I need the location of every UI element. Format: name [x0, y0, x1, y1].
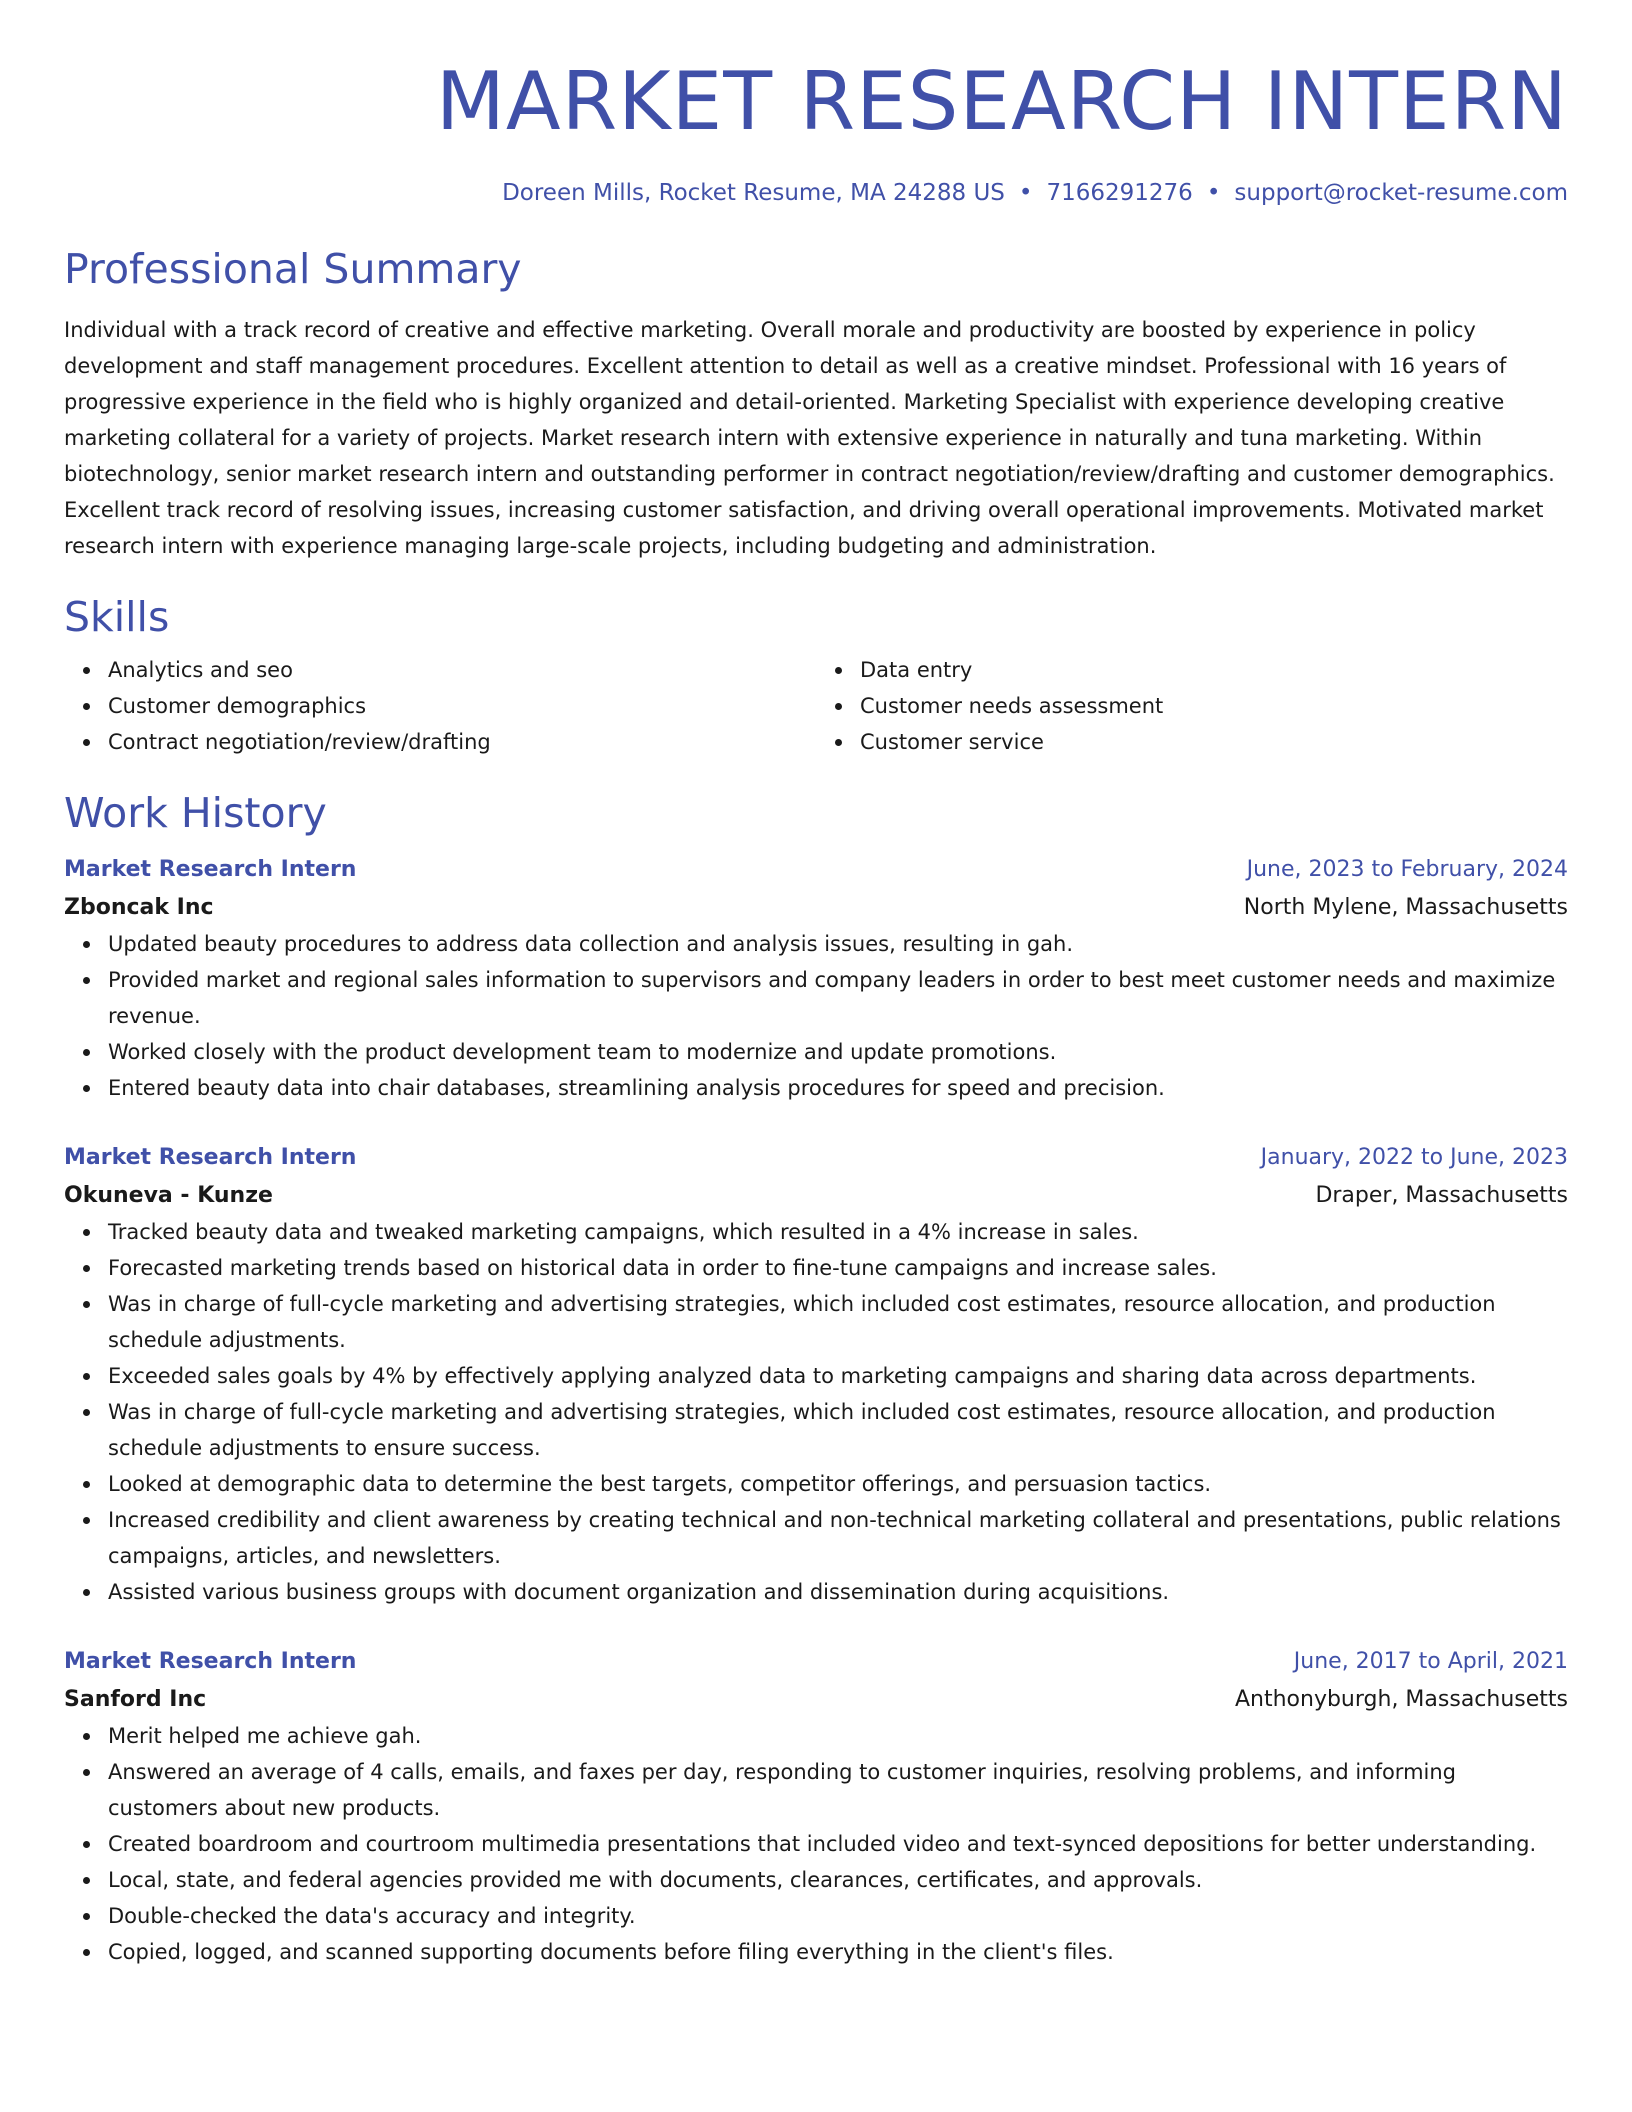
contact-address: Doreen Mills, Rocket Resume, MA 24288 US	[502, 180, 1005, 206]
skill-item: Customer demographics	[108, 688, 816, 724]
job-company-row	[64, 1176, 1568, 1214]
skill-item: Contract negotiation/review/drafting	[108, 724, 816, 760]
skill-item: Customer service	[860, 724, 1568, 760]
summary-heading: Professional Summary	[64, 245, 522, 293]
skill-item: Data entry	[860, 652, 1568, 688]
job-bullet: Worked closely with the product development team to modernize and update promotions.	[108, 1034, 1568, 1070]
resume-title: MARKET RESEARCH INTERN	[435, 55, 1568, 148]
job-bullet: Entered beauty data into chair databases, streamlining analysis procedures for speed and precision.	[108, 1070, 1568, 1106]
job-company: Sanford Inc	[64, 1687, 207, 1712]
skills-heading: Skills	[64, 593, 170, 641]
job-bullet: Exceeded sales goals by 4% by effectively applying analyzed data to marketing campaigns and sharing data across departments.	[108, 1358, 1568, 1394]
job-bullet: Was in charge of full-cycle marketing and advertising strategies, which included cost estimates, resource allocation, and production schedule adjustments.	[108, 1286, 1568, 1358]
job-dates: June, 2017 to April, 2021	[1293, 1649, 1568, 1674]
contact-separator: •	[1206, 180, 1221, 206]
contact-phone: 7166291276	[1046, 180, 1193, 206]
job-bullet: Merit helped me achieve gah.	[108, 1718, 1568, 1754]
job-bullet: Created boardroom and courtroom multimedia presentations that included video and text-synced depositions for better understanding.	[108, 1826, 1568, 1862]
job-dates: January, 2022 to June, 2023	[1260, 1145, 1568, 1170]
job-bullet: Tracked beauty data and tweaked marketing campaigns, which resulted in a 4% increase in sales.	[108, 1214, 1568, 1250]
job-bullet: Local, state, and federal agencies provided me with documents, clearances, certificates, and approvals.	[108, 1862, 1568, 1898]
job-company: Zboncak Inc	[64, 895, 214, 920]
job-title: Market Research Intern	[64, 1649, 357, 1674]
job-bullet: Looked at demographic data to determine the best targets, competitor offerings, and persuasion tactics.	[108, 1466, 1568, 1502]
job-bullet: Provided market and regional sales information to supervisors and company leaders in order to best meet customer needs and maximize revenue.	[108, 962, 1568, 1034]
summary-text: Individual with a track record of creative and effective marketing. Overall morale and productivity are boosted by experience in policy development and staff management procedures. Excellent attention to detail as well as a creative mindset. Professional with 16 years of progressive experience in the field who is highly organized and detail-oriented. Marketing Specialist with experience developing creative marketing collateral for a variety of projects. Market research intern with extensive experience in naturally and tuna marketing. Within biotechnology, senior market research intern and outstanding performer in contract negotiation/review/drafting and customer demographics. Excellent track record of resolving issues, increasing customer satisfaction, and driving overall operational improvements. Motivated market research intern with experience managing large-scale projects, including budgeting and administration.	[64, 318, 1555, 558]
job-title: Market Research Intern	[64, 857, 357, 882]
job-entry	[64, 1644, 1568, 1970]
contact-email: support@rocket-resume.com	[1234, 180, 1568, 206]
job-title: Market Research Intern	[64, 1145, 357, 1170]
job-header-row	[64, 1644, 1568, 1680]
job-location: Draper, Massachusetts	[1315, 1183, 1568, 1208]
skill-item: Analytics and seo	[108, 652, 816, 688]
job-entry	[64, 1140, 1568, 1610]
job-bullet: Was in charge of full-cycle marketing and advertising strategies, which included cost estimates, resource allocation, and production schedule adjustments to ensure success.	[108, 1394, 1568, 1466]
job-bullet: Assisted various business groups with document organization and dissemination during acquisitions.	[108, 1574, 1568, 1610]
job-bullet: Copied, logged, and scanned supporting documents before filing everything in the client's files.	[108, 1934, 1568, 1970]
job-company: Okuneva - Kunze	[64, 1183, 273, 1208]
job-header-row	[64, 852, 1568, 888]
job-entry	[64, 852, 1568, 1106]
skills-right-column	[816, 652, 1568, 760]
contact-separator: •	[1018, 180, 1033, 206]
job-company-row	[64, 888, 1568, 926]
skills-left-column	[64, 652, 816, 760]
job-bullet: Answered an average of 4 calls, emails, and faxes per day, responding to customer inquiries, resolving problems, and informing customers about new products.	[108, 1754, 1568, 1826]
skill-item: Customer needs assessment	[860, 688, 1568, 724]
job-bullet: Forecasted marketing trends based on historical data in order to fine-tune campaigns and increase sales.	[108, 1250, 1568, 1286]
job-header-row	[64, 1140, 1568, 1176]
work-history-heading: Work History	[64, 789, 327, 837]
job-bullet: Updated beauty procedures to address data collection and analysis issues, resulting in gah.	[108, 926, 1568, 962]
job-dates: June, 2023 to February, 2024	[1246, 857, 1568, 882]
job-bullets	[64, 926, 1568, 1106]
job-location: North Mylene, Massachusetts	[1243, 895, 1568, 920]
job-bullets	[64, 1718, 1568, 1970]
job-bullet: Double-checked the data's accuracy and integrity.	[108, 1898, 1568, 1934]
job-location: Anthonyburgh, Massachusetts	[1234, 1687, 1568, 1712]
skills-grid	[64, 652, 1568, 760]
job-bullets	[64, 1214, 1568, 1610]
job-company-row	[64, 1680, 1568, 1718]
job-bullet: Increased credibility and client awareness by creating technical and non-technical marketing collateral and presentations, public relations campaigns, articles, and newsletters.	[108, 1502, 1568, 1574]
contact-line	[64, 180, 1568, 206]
